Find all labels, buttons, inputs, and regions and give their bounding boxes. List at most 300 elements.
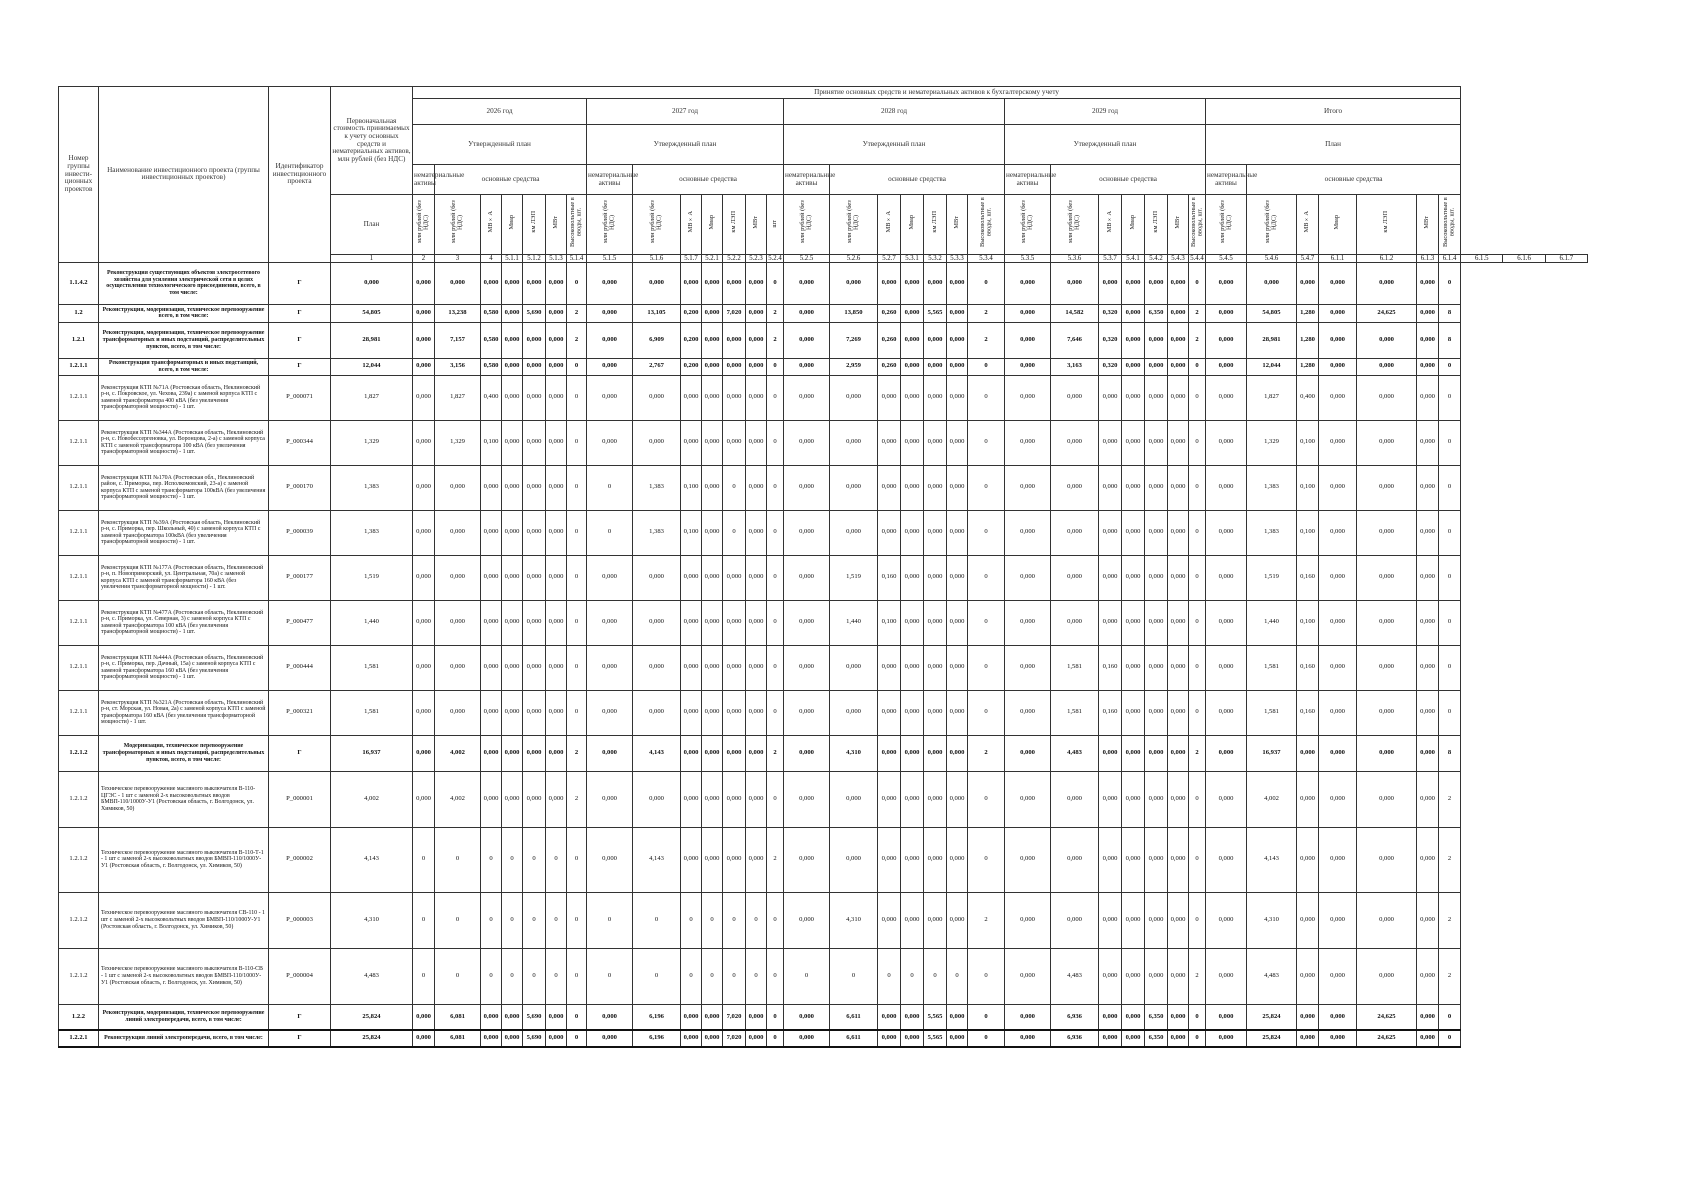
row-value-cell: 54,805 xyxy=(331,304,413,322)
row-value-cell: 0,000 xyxy=(546,375,567,420)
row-value-cell: 2 xyxy=(968,735,1005,771)
row-value-cell: 0,000 xyxy=(1206,827,1247,892)
unit-header xyxy=(830,195,878,255)
row-value-cell: 0,000 xyxy=(1168,1004,1189,1030)
row-value-cell: 0,000 xyxy=(587,420,633,465)
fixed-assets-header: основные средства xyxy=(633,165,784,195)
row-value-cell: 0 xyxy=(1439,600,1461,645)
row-value-cell: 0,000 xyxy=(723,375,746,420)
row-value-cell: 6,350 xyxy=(1145,1004,1168,1030)
row-value-cell: 0 xyxy=(1189,1030,1206,1047)
row-value-cell: 0,000 xyxy=(502,304,523,322)
table-row xyxy=(59,948,1588,1004)
row-value-cell: 0,000 xyxy=(723,771,746,827)
column-number: 5.3.6 xyxy=(1051,254,1099,262)
row-value-cell: 0,000 xyxy=(924,322,947,358)
row-value-cell: 0,000 xyxy=(746,358,767,375)
row-value-cell: 0,000 xyxy=(784,304,830,322)
row-value-cell: 0,000 xyxy=(1168,600,1189,645)
row-value-cell: 0,000 xyxy=(1122,262,1145,304)
row-value-cell: 0 xyxy=(1439,645,1461,690)
row-value-cell: 0,000 xyxy=(924,645,947,690)
row-value-cell: 13,850 xyxy=(830,304,878,322)
unit-header xyxy=(1247,195,1297,255)
row-value-cell: 2 xyxy=(767,322,784,358)
row-project-id: P_000344 xyxy=(269,420,331,465)
row-value-cell: 0,000 xyxy=(1005,645,1051,690)
row-value-cell: 4,143 xyxy=(633,827,681,892)
row-value-cell: 0,000 xyxy=(546,358,567,375)
row-project-id: Г xyxy=(269,304,331,322)
row-value-cell: 0,000 xyxy=(1051,375,1099,420)
unit-header xyxy=(1206,195,1247,255)
row-project-id: P_000001 xyxy=(269,771,331,827)
row-value-cell: 0,000 xyxy=(830,827,878,892)
row-value-cell: 0,000 xyxy=(1417,690,1439,735)
unit-header xyxy=(481,195,502,255)
row-value-cell: 0,000 xyxy=(681,1030,702,1047)
row-value-cell: 0 xyxy=(681,892,702,948)
row-value-cell: 0,000 xyxy=(1051,892,1099,948)
row-value-cell: 5,565 xyxy=(924,1004,947,1030)
row-value-cell: 0 xyxy=(1189,555,1206,600)
row-value-cell: 0 xyxy=(968,1004,1005,1030)
row-value-cell: 0,000 xyxy=(924,771,947,827)
row-value-cell: 0,000 xyxy=(413,262,435,304)
row-value-cell: 0,000 xyxy=(413,690,435,735)
unit-label: км ЛЭП xyxy=(529,211,537,233)
row-value-cell: 0,000 xyxy=(830,771,878,827)
row-value-cell: 0 xyxy=(767,358,784,375)
row-value-cell: 0,000 xyxy=(435,645,481,690)
unit-label: млн рублей (без НДС) xyxy=(846,200,860,244)
row-value-cell: 0 xyxy=(587,465,633,510)
row-value-cell: 0,000 xyxy=(702,1004,723,1030)
row-value-cell: 0,000 xyxy=(901,375,924,420)
column-number: 5.3.1 xyxy=(901,254,924,262)
row-value-cell: 0,000 xyxy=(413,465,435,510)
row-value-cell: 0,000 xyxy=(546,465,567,510)
row-value-cell: 0,000 xyxy=(901,1004,924,1030)
row-value-cell: 0,000 xyxy=(1005,304,1051,322)
row-value-cell: 0,000 xyxy=(702,304,723,322)
row-value-cell: 0,000 xyxy=(681,375,702,420)
row-value-cell: 0,000 xyxy=(947,555,968,600)
row-value-cell: 0 xyxy=(435,948,481,1004)
row-value-cell: 0,000 xyxy=(1168,645,1189,690)
row-project-name: Реконструкция КТП №71А (Ростовская область, Неклиновский р-н, с. Покровское, ул. Чехова, 239а) с заменой корпуса КТП с заменой трансформатора 400 кВА (без увеличения трансформаторной мощности) - 1 шт. xyxy=(99,375,269,420)
row-value-cell: 7,020 xyxy=(723,1004,746,1030)
row-value-cell: 0,000 xyxy=(1319,1030,1357,1047)
row-value-cell: 16,937 xyxy=(331,735,413,771)
row-value-cell: 28,981 xyxy=(331,322,413,358)
table-row xyxy=(59,510,1588,555)
row-value-cell: 0,000 xyxy=(1206,1004,1247,1030)
intangible-assets-header: нематериальные активы xyxy=(413,165,435,195)
row-value-cell: 0,000 xyxy=(1145,690,1168,735)
row-value-cell: 0,260 xyxy=(878,358,901,375)
row-value-cell: 0,000 xyxy=(681,420,702,465)
row-value-cell: 0 xyxy=(1189,465,1206,510)
row-value-cell: 0,000 xyxy=(901,771,924,827)
column-number: 4 xyxy=(481,254,502,262)
row-value-cell: 0,000 xyxy=(413,1004,435,1030)
row-value-cell: 0 xyxy=(968,1030,1005,1047)
row-value-cell: 0,000 xyxy=(681,645,702,690)
row-value-cell: 0,000 xyxy=(1206,322,1247,358)
row-group-number: 1.2.2 xyxy=(59,1004,99,1030)
row-value-cell: 0,000 xyxy=(947,600,968,645)
row-value-cell: 0,000 xyxy=(1417,375,1439,420)
row-value-cell: 0,000 xyxy=(1051,465,1099,510)
unit-label: млн рублей (без НДС) xyxy=(602,200,616,244)
row-value-cell: 0,000 xyxy=(413,735,435,771)
row-project-id: P_000003 xyxy=(269,892,331,948)
unit-label: км ЛЭП xyxy=(1382,211,1390,233)
row-value-cell: 0,000 xyxy=(702,600,723,645)
row-value-cell: 0,000 xyxy=(413,375,435,420)
row-value-cell: 0,000 xyxy=(878,420,901,465)
row-value-cell: 0,000 xyxy=(1357,645,1417,690)
row-value-cell: 0,000 xyxy=(1417,510,1439,555)
row-value-cell: 0,260 xyxy=(878,322,901,358)
row-value-cell: 0,000 xyxy=(702,735,723,771)
row-value-cell: 0 xyxy=(1189,1004,1206,1030)
row-value-cell: 0 xyxy=(523,827,546,892)
fixed-assets-header: основные средства xyxy=(1051,165,1206,195)
row-value-cell: 0,000 xyxy=(546,645,567,690)
row-value-cell: 0,000 xyxy=(1206,510,1247,555)
row-value-cell: 0,000 xyxy=(546,420,567,465)
column-number: 5.4.7 xyxy=(1297,254,1319,262)
row-value-cell: 0 xyxy=(968,358,1005,375)
row-value-cell: 0 xyxy=(1439,1030,1461,1047)
row-value-cell: 0,000 xyxy=(1145,358,1168,375)
row-value-cell: 0,000 xyxy=(947,690,968,735)
row-value-cell: 1,383 xyxy=(1247,510,1297,555)
row-group-number: 1.2.1.1 xyxy=(59,358,99,375)
row-value-cell: 0,000 xyxy=(413,358,435,375)
row-value-cell: 0,000 xyxy=(587,262,633,304)
unit-header xyxy=(924,195,947,255)
row-value-cell: 0 xyxy=(567,827,587,892)
row-value-cell: 1,440 xyxy=(830,600,878,645)
row-value-cell: 0,000 xyxy=(523,690,546,735)
unit-header xyxy=(1168,195,1189,255)
table-row xyxy=(59,892,1588,948)
row-value-cell: 0,000 xyxy=(1122,1030,1145,1047)
row-project-name: Техническое перевооружение масляного выключателя СВ-110 - 1 шт с заменой 2-х высоковольтных вводов БМВП-110/1000У-У1 (Ростовская область, г. Волгодонск, ул. Химиков, 50) xyxy=(99,892,269,948)
row-value-cell: 0,000 xyxy=(587,358,633,375)
row-value-cell: 0,000 xyxy=(1417,322,1439,358)
row-value-cell: 0,000 xyxy=(502,375,523,420)
row-value-cell: 0,000 xyxy=(587,600,633,645)
row-value-cell: 0,000 xyxy=(1122,735,1145,771)
row-value-cell: 0 xyxy=(968,690,1005,735)
row-value-cell: 0,000 xyxy=(1417,304,1439,322)
row-value-cell: 0,000 xyxy=(1297,948,1319,1004)
row-value-cell: 0,000 xyxy=(830,510,878,555)
row-value-cell: 0,000 xyxy=(1051,771,1099,827)
row-value-cell: 1,383 xyxy=(633,510,681,555)
row-value-cell: 0,000 xyxy=(1099,375,1122,420)
row-value-cell: 0,000 xyxy=(1319,645,1357,690)
row-project-name: Реконструкция КТП №444А (Ростовская область, Неклиновский р-н, с. Приморка, пер. Дачный, 15а) с заменой корпуса КТП с заменой трансформатора 160 кВА (без увеличения трансформаторной мощности) - 1 шт. xyxy=(99,645,269,690)
row-value-cell: 0 xyxy=(567,420,587,465)
row-value-cell: 0 xyxy=(702,892,723,948)
row-value-cell: 0,000 xyxy=(1005,555,1051,600)
row-value-cell: 0,580 xyxy=(481,322,502,358)
row-group-number: 1.2.2.1 xyxy=(59,1030,99,1047)
row-value-cell: 4,143 xyxy=(331,827,413,892)
row-value-cell: 2 xyxy=(567,322,587,358)
row-value-cell: 0,000 xyxy=(633,771,681,827)
row-value-cell: 0,160 xyxy=(1099,690,1122,735)
row-value-cell: 0,000 xyxy=(1099,771,1122,827)
column-number: 6.1.5 xyxy=(1461,254,1503,262)
row-value-cell: 0 xyxy=(1189,892,1206,948)
row-value-cell: 0,000 xyxy=(481,690,502,735)
row-value-cell: 0 xyxy=(767,1030,784,1047)
row-value-cell: 0,000 xyxy=(502,510,523,555)
row-value-cell: 0,000 xyxy=(947,892,968,948)
row-value-cell: 0,000 xyxy=(633,375,681,420)
row-value-cell: 3,163 xyxy=(1051,358,1099,375)
row-value-cell: 0,000 xyxy=(1417,827,1439,892)
row-project-id: P_000004 xyxy=(269,948,331,1004)
row-value-cell: 0,000 xyxy=(878,262,901,304)
row-value-cell: 0,000 xyxy=(924,510,947,555)
row-value-cell: 0,000 xyxy=(681,262,702,304)
row-value-cell: 0 xyxy=(901,948,924,1004)
row-value-cell: 0,000 xyxy=(878,690,901,735)
column-number: 5.1.4 xyxy=(567,254,587,262)
row-project-name: Реконструкция КТП №170А (Ростовская обл., Неклиновский район, с. Приморка, пер. Исполкомовский, 23-а) с заменой корпуса КТП с заменой трансформатора 100кВА (без увеличения трансформаторной мощности) - 1 шт. xyxy=(99,465,269,510)
column-number: 5.1.1 xyxy=(502,254,523,262)
row-value-cell: 0,000 xyxy=(1005,735,1051,771)
row-value-cell: 0,000 xyxy=(947,827,968,892)
row-value-cell: 0 xyxy=(1439,420,1461,465)
row-value-cell: 0,000 xyxy=(1099,420,1122,465)
row-value-cell: 0,000 xyxy=(1319,735,1357,771)
row-value-cell: 0,000 xyxy=(901,322,924,358)
row-value-cell: 0,000 xyxy=(1168,375,1189,420)
row-value-cell: 0,000 xyxy=(947,1004,968,1030)
row-value-cell: 0,000 xyxy=(1145,262,1168,304)
row-value-cell: 0,000 xyxy=(502,771,523,827)
row-value-cell: 6,611 xyxy=(830,1030,878,1047)
approved-plan-2026: Утвержденный план xyxy=(413,125,587,165)
unit-header xyxy=(435,195,481,255)
row-value-cell: 0,000 xyxy=(901,892,924,948)
row-value-cell: 0 xyxy=(481,948,502,1004)
row-value-cell: 0,000 xyxy=(746,322,767,358)
row-value-cell: 0,000 xyxy=(924,262,947,304)
row-value-cell: 0,000 xyxy=(830,465,878,510)
row-value-cell: 0,000 xyxy=(947,262,968,304)
row-value-cell: 0,000 xyxy=(723,262,746,304)
row-value-cell: 0,000 xyxy=(1099,465,1122,510)
row-value-cell: 0,260 xyxy=(878,304,901,322)
row-value-cell: 0,000 xyxy=(546,510,567,555)
row-value-cell: 0 xyxy=(567,600,587,645)
row-value-cell: 0,000 xyxy=(1005,358,1051,375)
row-project-name: Реконструкция, модернизация, техническое перевооружение линий электропередачи, всего, в том числе: xyxy=(99,1004,269,1030)
row-group-number: 1.2.1.2 xyxy=(59,892,99,948)
row-value-cell: 0,000 xyxy=(1122,600,1145,645)
row-value-cell: 0,000 xyxy=(1005,322,1051,358)
table-row xyxy=(59,600,1588,645)
row-value-cell: 0 xyxy=(1189,510,1206,555)
column-number: 6.1.2 xyxy=(1357,254,1417,262)
column-number: 5.2.2 xyxy=(723,254,746,262)
row-value-cell: 0,320 xyxy=(1099,304,1122,322)
row-value-cell: 0 xyxy=(767,1004,784,1030)
unit-header xyxy=(901,195,924,255)
row-value-cell: 0,000 xyxy=(1417,262,1439,304)
row-value-cell: 1,329 xyxy=(331,420,413,465)
row-value-cell: 0,000 xyxy=(702,465,723,510)
row-value-cell: 4,002 xyxy=(1247,771,1297,827)
row-project-id: Г xyxy=(269,735,331,771)
row-value-cell: 0,000 xyxy=(830,420,878,465)
row-value-cell: 0,000 xyxy=(746,600,767,645)
row-value-cell: 0,000 xyxy=(502,555,523,600)
row-value-cell: 0,000 xyxy=(1206,892,1247,948)
row-value-cell: 0 xyxy=(767,690,784,735)
row-value-cell: 24,625 xyxy=(1357,304,1417,322)
row-value-cell: 0 xyxy=(723,892,746,948)
unit-label: МВ×А xyxy=(884,211,892,233)
row-group-number: 1.2.1.1 xyxy=(59,645,99,690)
row-value-cell: 0 xyxy=(947,948,968,1004)
row-value-cell: 0,000 xyxy=(924,358,947,375)
table-row xyxy=(59,1004,1588,1030)
row-value-cell: 2,767 xyxy=(633,358,681,375)
project-id-header: Идентификатор инвестиционного проекта xyxy=(269,87,331,263)
row-value-cell: 2 xyxy=(1189,735,1206,771)
row-value-cell: 0 xyxy=(767,892,784,948)
unit-label: МВ×А xyxy=(486,211,494,233)
row-value-cell: 0,000 xyxy=(901,465,924,510)
row-value-cell: 5,690 xyxy=(523,1030,546,1047)
row-value-cell: 0,000 xyxy=(481,262,502,304)
row-value-cell: 0,000 xyxy=(1206,600,1247,645)
row-value-cell: 0 xyxy=(723,948,746,1004)
row-value-cell: 0 xyxy=(523,892,546,948)
row-value-cell: 0,160 xyxy=(1297,645,1319,690)
row-value-cell: 0,000 xyxy=(723,735,746,771)
row-value-cell: 0,000 xyxy=(784,420,830,465)
row-value-cell: 0,000 xyxy=(924,892,947,948)
row-project-name: Техническое перевооружение масляного выключателя В-110-Т-1 - 1 шт с заменой 2-х высоковольтных вводов БМВП-110/1000У-У1 (Ростовская область, г. Волгодонск, ул. Химиков, 50) xyxy=(99,827,269,892)
row-value-cell: 0 xyxy=(567,1030,587,1047)
row-project-id: P_000477 xyxy=(269,600,331,645)
row-value-cell: 0,000 xyxy=(413,645,435,690)
row-project-id: Г xyxy=(269,322,331,358)
row-value-cell: 0,000 xyxy=(746,304,767,322)
table-row xyxy=(59,555,1588,600)
row-group-number: 1.2.1 xyxy=(59,322,99,358)
row-value-cell: 0 xyxy=(1189,645,1206,690)
row-value-cell: 0,000 xyxy=(1099,827,1122,892)
row-value-cell: 0,000 xyxy=(502,262,523,304)
column-number: 3 xyxy=(435,254,481,262)
row-value-cell: 0,000 xyxy=(523,645,546,690)
row-value-cell: 0,000 xyxy=(633,555,681,600)
row-value-cell: 0,000 xyxy=(1005,420,1051,465)
row-value-cell: 1,519 xyxy=(830,555,878,600)
row-value-cell: 0,000 xyxy=(1357,948,1417,1004)
row-value-cell: 0,000 xyxy=(546,1004,567,1030)
row-value-cell: 2 xyxy=(567,304,587,322)
row-value-cell: 0,000 xyxy=(1357,735,1417,771)
row-project-id: P_000071 xyxy=(269,375,331,420)
row-value-cell: 0,000 xyxy=(1099,892,1122,948)
unit-header xyxy=(702,195,723,255)
row-value-cell: 0 xyxy=(767,465,784,510)
approved-plan-2028: Утвержденный план xyxy=(784,125,1005,165)
row-value-cell: 0,000 xyxy=(746,1004,767,1030)
row-value-cell: 0,000 xyxy=(1122,322,1145,358)
row-value-cell: 0 xyxy=(968,948,1005,1004)
row-value-cell: 0,000 xyxy=(502,1030,523,1047)
row-value-cell: 0,000 xyxy=(633,690,681,735)
row-value-cell: 0,000 xyxy=(702,510,723,555)
row-value-cell: 0,000 xyxy=(830,645,878,690)
row-value-cell: 24,625 xyxy=(1357,1030,1417,1047)
row-value-cell: 0 xyxy=(968,771,1005,827)
row-value-cell: 0,000 xyxy=(1099,262,1122,304)
row-value-cell: 0,000 xyxy=(1005,600,1051,645)
fixed-assets-header: основные средства xyxy=(435,165,587,195)
row-value-cell: 0,000 xyxy=(1168,735,1189,771)
row-value-cell: 5,565 xyxy=(924,1030,947,1047)
row-value-cell: 0,000 xyxy=(1297,892,1319,948)
row-value-cell: 0 xyxy=(546,948,567,1004)
row-value-cell: 0,000 xyxy=(546,771,567,827)
row-value-cell: 0,200 xyxy=(681,322,702,358)
row-value-cell: 0,000 xyxy=(901,555,924,600)
row-value-cell: 8 xyxy=(1439,304,1461,322)
row-value-cell: 3,156 xyxy=(435,358,481,375)
row-value-cell: 0,000 xyxy=(1145,645,1168,690)
row-value-cell: 2 xyxy=(567,735,587,771)
row-value-cell: 4,483 xyxy=(331,948,413,1004)
row-value-cell: 4,310 xyxy=(830,892,878,948)
row-value-cell: 0,000 xyxy=(1145,465,1168,510)
unit-label: МВ×А xyxy=(686,211,694,233)
row-value-cell: 4,310 xyxy=(1247,892,1297,948)
row-value-cell: 0,000 xyxy=(1122,465,1145,510)
row-value-cell: 0,000 xyxy=(746,735,767,771)
row-value-cell: 0,000 xyxy=(1319,1004,1357,1030)
row-value-cell: 0,400 xyxy=(481,375,502,420)
row-group-number: 1.2.1.2 xyxy=(59,735,99,771)
row-value-cell: 0,000 xyxy=(878,827,901,892)
row-value-cell: 28,981 xyxy=(1247,322,1297,358)
row-value-cell: 0,000 xyxy=(1206,304,1247,322)
row-value-cell: 0,000 xyxy=(1005,1030,1051,1047)
column-number: 6.1.4 xyxy=(1439,254,1461,262)
row-value-cell: 0 xyxy=(1439,262,1461,304)
row-value-cell: 0 xyxy=(767,420,784,465)
row-value-cell: 0,000 xyxy=(746,510,767,555)
row-value-cell: 0,000 xyxy=(901,262,924,304)
row-value-cell: 25,824 xyxy=(1247,1030,1297,1047)
row-value-cell: 0,200 xyxy=(681,358,702,375)
approved-plan-2029: Утвержденный план xyxy=(1005,125,1206,165)
